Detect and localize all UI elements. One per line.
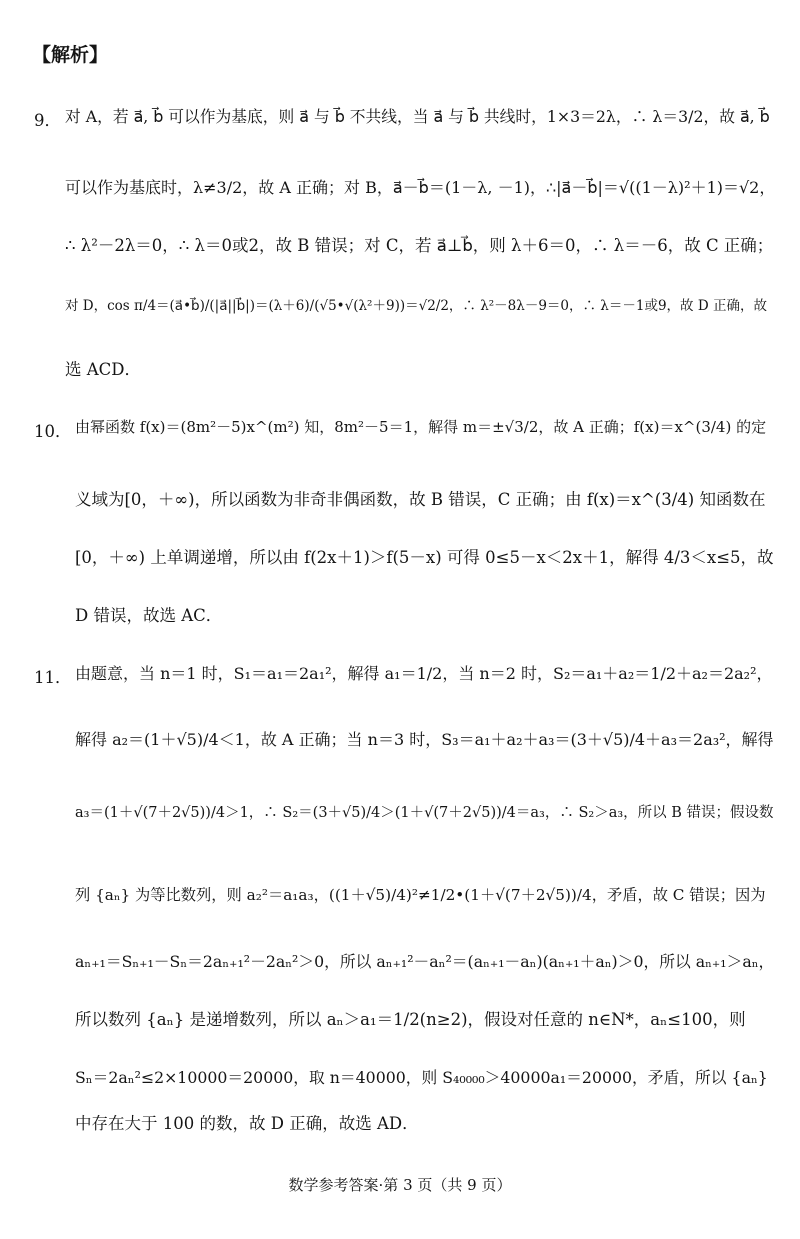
problem-9-line-3: ∴ λ²－2λ＝0，∴ λ＝0或2，故 B 错误；对 C，若 a⃗⊥b⃗，则 λ＋6＝0，∴ λ＝－6，故 C 正确；: [65, 236, 774, 255]
problem-10-number: 10．: [34, 422, 72, 441]
problem-10-line-3: [0，＋∞) 上单调递增，所以由 f(2x＋1)＞f(5－x) 可得 0≤5－x＜2x＋1，解得 4/3＜x≤5，故: [75, 548, 774, 567]
problem-10-line-1: 由幂函数 f(x)＝(8m²－5)x^(m²) 知，8m²－5＝1，解得 m＝±√3/2，故 A 正确；f(x)＝x^(3/4) 的定: [75, 418, 767, 436]
section-heading: 【解析】: [32, 44, 109, 66]
problem-10-line-4: D 错误，故选 AC．: [75, 606, 223, 625]
problem-11-line-2: 解得 a₂＝(1＋√5)/4＜1，故 A 正确；当 n＝3 时，S₃＝a₁＋a₂＋a₃＝(3＋√5)/4＋a₃＝2a₃²，解得: [75, 730, 774, 749]
problem-9-line-1: 对 A，若 a⃗, b⃗ 可以作为基底，则 a⃗ 与 b⃗ 不共线，当 a⃗ 与 b⃗ 共线时，1×3＝2λ，∴ λ＝3/2，故 a⃗, b⃗: [65, 107, 770, 126]
problem-11-line-7: Sₙ＝2aₙ²≤2×10000＝20000，取 n＝40000，则 S₄₀₀₀₀＞40000a₁＝20000，矛盾，所以 {aₙ}: [75, 1068, 768, 1087]
problem-11-number: 11．: [34, 668, 72, 687]
problem-9-line-4: 对 D，cos π/4＝(a⃗•b⃗)/(|a⃗||b⃗|)＝(λ＋6)/(√5•√(λ²＋9))＝√2/2，∴ λ²－8λ－9＝0，∴ λ＝－1或9，故 D 正确，故: [65, 298, 767, 314]
problem-11-line-6: 所以数列 {aₙ} 是递增数列，所以 aₙ＞a₁＝1/2(n≥2)，假设对任意的 n∈N*，aₙ≤100，则: [75, 1010, 746, 1029]
problem-9-line-5: 选 ACD．: [65, 360, 142, 379]
problem-9-line-2: 可以作为基底时，λ≠3/2，故 A 正确；对 B，a⃗－b⃗＝(1－λ, －1)，∴|a⃗－b⃗|＝√((1－λ)²＋1)＝√2，: [65, 178, 776, 197]
problem-11-line-3: a₃＝(1＋√(7＋2√5))/4＞1，∴ S₂＝(3＋√5)/4＞(1＋√(7＋2√5))/4＝a₃，∴ S₂＞a₃，所以 B 错误；假设数: [75, 805, 774, 821]
problem-11-line-8: 中存在大于 100 的数，故 D 正确，故选 AD．: [75, 1114, 419, 1133]
problem-11-line-4: 列 {aₙ} 为等比数列，则 a₂²＝a₁a₃，((1＋√5)/4)²≠1/2•(1＋√(7＋2√5))/4，矛盾，故 C 错误；因为: [75, 886, 766, 904]
problem-11-line-1: 由题意，当 n＝1 时，S₁＝a₁＝2a₁²，解得 a₁＝1/2，当 n＝2 时，S₂＝a₁＋a₂＝1/2＋a₂＝2a₂²，: [75, 664, 773, 683]
page-footer: 数学参考答案·第 3 页（共 9 页）: [288, 1176, 512, 1194]
problem-9-number: 9．: [34, 111, 61, 130]
problem-11-line-5: aₙ₊₁＝Sₙ₊₁－Sₙ＝2aₙ₊₁²－2aₙ²＞0，所以 aₙ₊₁²－aₙ²＝(aₙ₊₁－aₙ)(aₙ₊₁＋aₙ)＞0，所以 aₙ₊₁＞aₙ，: [75, 952, 775, 971]
problem-10-line-2: 义域为[0，＋∞)，所以函数为非奇非偶函数，故 B 错误，C 正确；由 f(x)＝x^(3/4) 知函数在: [75, 490, 766, 509]
